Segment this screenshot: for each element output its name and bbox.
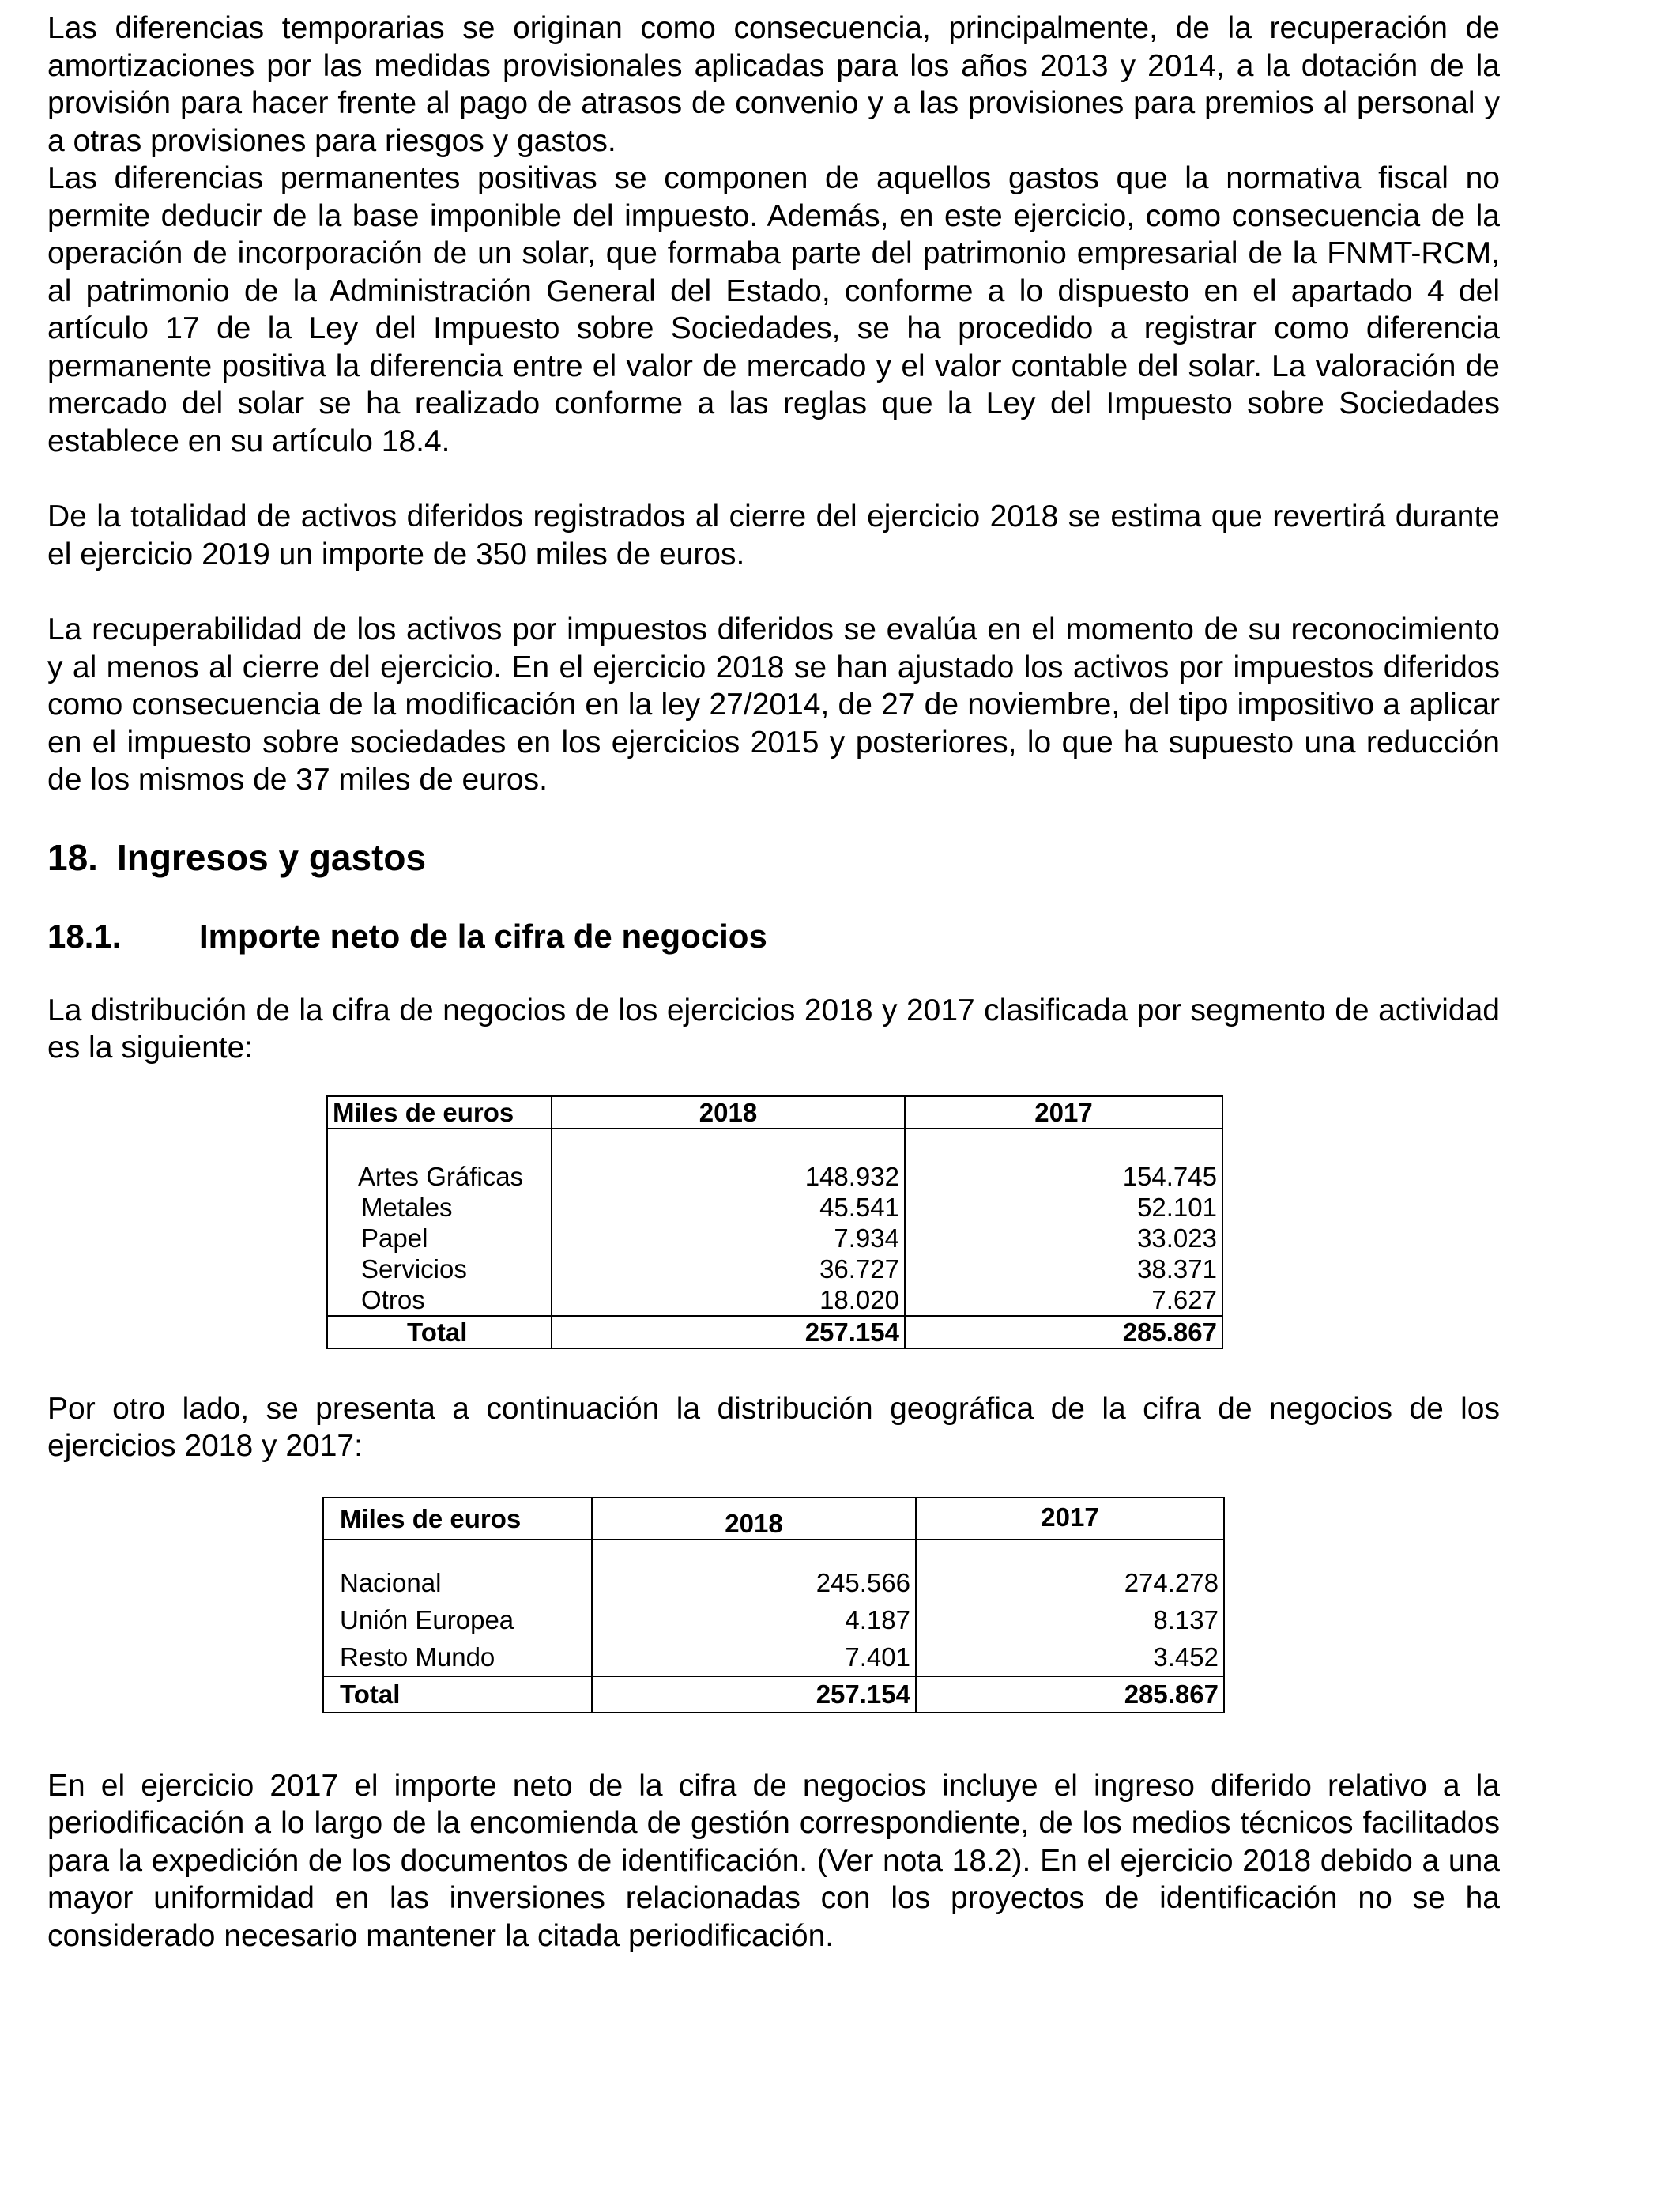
table-row (327, 1161, 1222, 1192)
header-label: Miles de euros (323, 1498, 592, 1540)
row-label: Papel (327, 1223, 552, 1253)
row-value-2018: 148.932 (552, 1161, 905, 1192)
total-2018: 257.154 (552, 1316, 905, 1348)
paragraph-recoverability: La recuperabilidad de los activos por impuestos diferidos se evalúa en el momento de su reconocimiento y al menos al cierre del ejercicio. En el ejercicio 2018 se han ajustado los activos por impuestos diferidos como consecuencia de la modificación en la ley 27/2014, de 27 de noviembre, del tipo impositivo a aplicar en el impuesto sobre sociedades en los ejercicios 2015 y posteriores, lo que ha supuesto una reducción de los mismos de 37 miles de euros. (47, 613, 1500, 797)
row-value-2017: 38.371 (905, 1253, 1222, 1284)
subsection-number: 18.1. (47, 917, 122, 955)
row-label: Servicios (327, 1253, 552, 1284)
table-row (327, 1223, 1222, 1253)
row-value-2018: 18.020 (552, 1284, 905, 1316)
table-row (327, 1284, 1222, 1316)
paragraph-deferred-assets: De la totalidad de activos diferidos registrados al cierre del ejercicio 2018 se estima que revertirá durante el ejercicio 2019 un importe de 350 miles de euros. (47, 499, 1500, 571)
table-header-row (327, 1096, 1222, 1129)
row-value-2018: 7.401 (592, 1638, 916, 1676)
row-value-2018: 45.541 (552, 1192, 905, 1223)
row-value-2018: 4.187 (592, 1601, 916, 1638)
table-total-row (327, 1316, 1222, 1348)
table-row (327, 1192, 1222, 1223)
paragraph-deferred-income: En el ejercicio 2017 el importe neto de la cifra de negocios incluye el ingreso diferido relativo a la periodificación a lo largo de la encomienda de gestión correspondiente, de los medios técnicos facilitados para la expedición de los documentos de identificación. (Ver nota 18.2). En el ejercicio 2018 debido a una mayor uniformidad en las inversiones relacionadas con los proyectos de identificación no se ha considerado necesario mantener la citada periodificación. (47, 1768, 1500, 1953)
row-value-2018: 36.727 (552, 1253, 905, 1284)
total-label: Total (327, 1316, 552, 1348)
header-2017: 2017 (916, 1498, 1224, 1540)
paragraph-intro-geographic: Por otro lado, se presenta a continuación la distribución geográfica de la cifra de negocios de los ejercicios 2018 y 2017: (47, 1391, 1500, 1463)
row-value-2017: 154.745 (905, 1161, 1222, 1192)
total-label: Total (323, 1676, 592, 1713)
subsection-title: Importe neto de la cifra de negocios (199, 917, 767, 955)
row-value-2017: 274.278 (916, 1564, 1224, 1601)
row-label: Nacional (323, 1564, 592, 1601)
header-2018: 2018 (592, 1498, 916, 1540)
row-value-2018: 245.566 (592, 1564, 916, 1601)
table-spacer-row (323, 1540, 1224, 1564)
table-row (327, 1253, 1222, 1284)
section-number: 18. (47, 836, 98, 878)
geographic-table (322, 1497, 1225, 1713)
total-2017: 285.867 (916, 1676, 1224, 1713)
row-value-2017: 7.627 (905, 1284, 1222, 1316)
section-title: Ingresos y gastos (116, 836, 427, 878)
table-total-row (323, 1676, 1224, 1713)
document-page (47, 9, 1500, 1955)
table-row (323, 1601, 1224, 1638)
row-value-2017: 3.452 (916, 1638, 1224, 1676)
row-label: Unión Europea (323, 1601, 592, 1638)
row-label: Resto Mundo (323, 1638, 592, 1676)
section-heading (47, 835, 1500, 880)
row-label: Metales (327, 1192, 552, 1223)
total-2018: 257.154 (592, 1676, 916, 1713)
paragraph-intro-segments: La distribución de la cifra de negocios de los ejercicios 2018 y 2017 clasificada por segmento de actividad es la siguiente: (47, 993, 1500, 1065)
row-value-2017: 33.023 (905, 1223, 1222, 1253)
segments-table (326, 1095, 1223, 1349)
row-value-2017: 52.101 (905, 1192, 1222, 1223)
subsection-heading (47, 916, 1500, 957)
row-value-2017: 8.137 (916, 1601, 1224, 1638)
total-2017: 285.867 (905, 1316, 1222, 1348)
table-row (323, 1564, 1224, 1601)
paragraph-permanent-differences: Las diferencias permanentes positivas se componen de aquellos gastos que la normativa fiscal no permite deducir de la base imponible del impuesto. Además, en este ejercicio, como consecuencia de la operación de incorporación de un solar, que formaba parte del patrimonio empresarial de la FNMT-RCM, al patrimonio de la Administración General del Estado, conforme a lo dispuesto en el apartado 4 del artículo 17 de la Ley del Impuesto sobre Sociedades, se ha procedido a registrar como diferencia permanente positiva la diferencia entre el valor de mercado y el valor contable del solar. La valoración de mercado del solar se ha realizado conforme a las reglas que la Ley del Impuesto sobre Sociedades establece en su artículo 18.4. (47, 161, 1500, 458)
header-2018: 2018 (552, 1096, 905, 1129)
header-label: Miles de euros (327, 1096, 552, 1129)
row-value-2018: 7.934 (552, 1223, 905, 1253)
header-2017: 2017 (905, 1096, 1222, 1129)
table-spacer-row (327, 1129, 1222, 1161)
row-label: Artes Gráficas (327, 1161, 552, 1192)
row-label: Otros (327, 1284, 552, 1316)
paragraph-temporary-differences: Las diferencias temporarias se originan como consecuencia, principalmente, de la recuperación de amortizaciones por las medidas provisionales aplicadas para los años 2013 y 2014, a la dotación de la provisión para hacer frente al pago de atrasos de convenio y a las provisiones para premios al personal y a otras provisiones para riesgos y gastos. (47, 11, 1500, 158)
table-row (323, 1638, 1224, 1676)
table-header-row (323, 1498, 1224, 1540)
